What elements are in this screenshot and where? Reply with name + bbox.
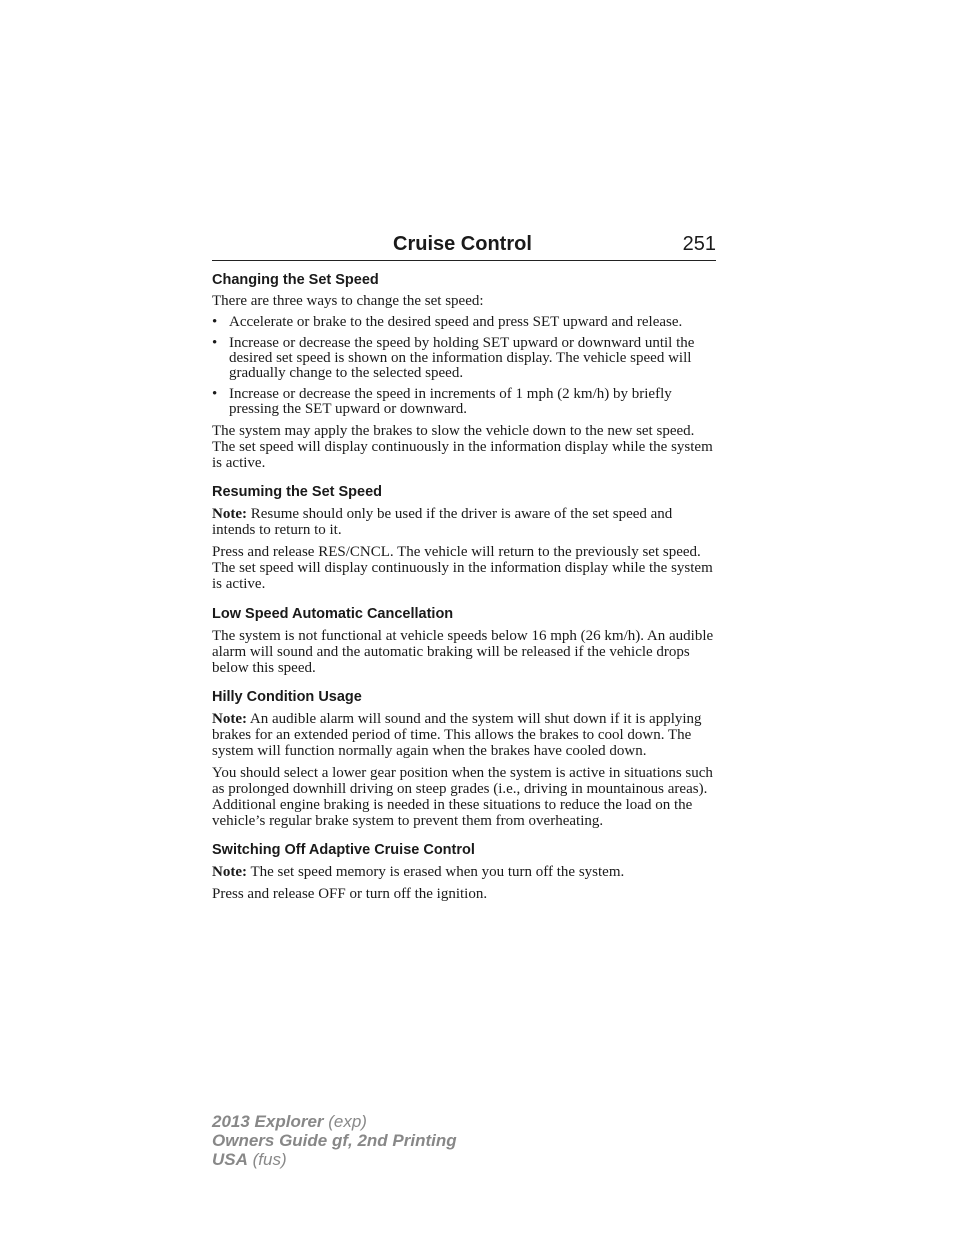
footer-line-market: USA (fus) bbox=[212, 1150, 287, 1169]
list-item: • Accelerate or brake to the desired speed and press SET upward and release. bbox=[212, 314, 683, 330]
note-label: Note: bbox=[212, 864, 247, 880]
resuming-paragraph: Press and release RES/CNCL. The vehicle will return to the previously set speed. The set speed will display continuously in the information display while the system is active. bbox=[212, 544, 713, 592]
heading-resuming-set-speed: Resuming the Set Speed bbox=[212, 484, 383, 500]
switching-off-note: Note: The set speed memory is erased when you turn off the system. bbox=[212, 864, 625, 880]
bullet-icon: • bbox=[212, 335, 218, 351]
heading-hilly-condition: Hilly Condition Usage bbox=[212, 689, 362, 705]
bullet-icon: • bbox=[212, 386, 218, 402]
low-speed-paragraph: The system is not functional at vehicle speeds below 16 mph (26 km/h). An audible alarm will sound and the automatic braking will be released if the vehicle drops below this speed. bbox=[212, 628, 714, 676]
resuming-note: Note: Resume should only be used if the driver is aware of the set speed and intends to return to it. bbox=[212, 506, 673, 538]
heading-low-speed-cancellation: Low Speed Automatic Cancellation bbox=[212, 606, 454, 622]
manual-page bbox=[212, 228, 716, 902]
heading-changing-set-speed: Changing the Set Speed bbox=[212, 272, 379, 288]
section-title: Cruise Control bbox=[393, 233, 532, 255]
hilly-paragraph: You should select a lower gear position when the system is active in situations such as prolonged downhill driving on steep grades (i.e., driving in mountainous areas). Additional engine braking is needed in these situations to reduce the load on the vehicle’s regular brake system to prevent them from overheating. bbox=[212, 765, 713, 829]
hilly-note: Note: An audible alarm will sound and the system will shut down if it is applying brakes for an extended period of time. This allows the brakes to cool down. The system will function normally again when the brakes have cooled down. bbox=[212, 711, 702, 759]
page-header bbox=[212, 228, 716, 261]
footer-line-model: 2013 Explorer (exp) bbox=[212, 1112, 367, 1131]
note-label: Note: bbox=[212, 711, 247, 727]
note-label: Note: bbox=[212, 506, 247, 522]
changing-intro: There are three ways to change the set speed: bbox=[212, 293, 484, 309]
footer-line-guide: Owners Guide gf, 2nd Printing bbox=[212, 1131, 457, 1150]
bullet-icon: • bbox=[212, 314, 218, 330]
switching-off-paragraph: Press and release OFF or turn off the ignition. bbox=[212, 886, 488, 902]
list-item: • Increase or decrease the speed by holding SET upward or downward until the desired set speed is shown on the information display. The vehicle speed will gradually change to the selected speed. bbox=[212, 335, 695, 381]
page-number: 251 bbox=[682, 233, 716, 255]
heading-switching-off: Switching Off Adaptive Cruise Control bbox=[212, 842, 475, 858]
page-footer bbox=[212, 1112, 457, 1169]
changing-bullet-list bbox=[212, 315, 716, 417]
changing-paragraph: The system may apply the brakes to slow the vehicle down to the new set speed. The set speed will display continuously in the information display while the system is active. bbox=[212, 423, 713, 471]
list-item: • Increase or decrease the speed in increments of 1 mph (2 km/h) by briefly pressing the SET upward or downward. bbox=[212, 386, 672, 417]
